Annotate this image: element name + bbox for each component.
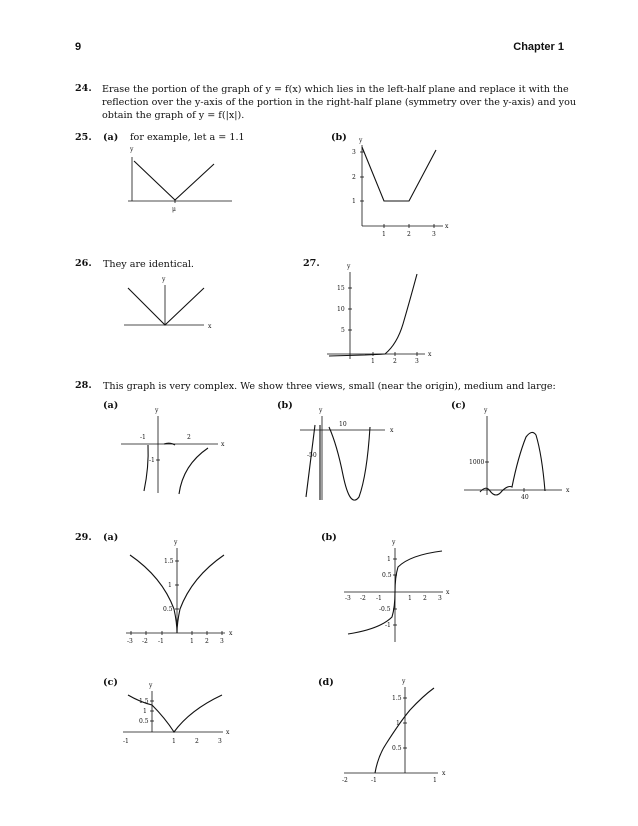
x-tick-label: 3 <box>220 638 224 645</box>
y-axis-label: y <box>162 276 166 283</box>
problem-24-text: Erase the portion of the graph of y = f(x) which lies in the left-half plane and replace it with the reflection over the y-axis of the portion in the right-half plane (symmetry over the y-axis) and you obtain the graph of y = f(|x|). <box>102 84 577 121</box>
x-tick-label: 3 <box>218 738 222 745</box>
graph-29d <box>338 676 453 788</box>
x-tick-label: 3 <box>415 358 419 365</box>
x-tick-label: -3 <box>127 638 133 645</box>
problem-25a-label: (a) <box>103 132 119 143</box>
y-tick-label: 0.5 <box>382 572 392 579</box>
problem-28b-label: (b) <box>277 400 293 411</box>
graph-27 <box>325 262 440 367</box>
y-tick-label: -50 <box>307 452 317 459</box>
x-tick-label: 1 <box>433 777 437 784</box>
curve <box>375 688 434 773</box>
x-tick-label: 2 <box>187 434 191 441</box>
problem-28-text: This graph is very complex. We show three views, small (near the origin), medium and large: <box>103 381 556 392</box>
x-tick-label: 10 <box>339 421 347 428</box>
x-tick-label: 1 <box>408 595 412 602</box>
problem-28a-label: (a) <box>103 400 119 411</box>
x-axis-label: x <box>208 323 212 330</box>
x-tick-label: -1 <box>371 777 377 784</box>
x-tick-label: -2 <box>342 777 348 784</box>
problem-28-number: 28. <box>75 380 92 391</box>
x-tick-label: -1 <box>376 595 382 602</box>
problem-28c-label: (c) <box>451 400 466 411</box>
y-tick-label: 1 <box>396 720 400 727</box>
y-tick-label: 1.5 <box>164 558 174 565</box>
curve <box>362 147 436 201</box>
graph-25b <box>345 135 455 245</box>
problem-29a-label: (a) <box>103 532 119 543</box>
x-axis-label: x <box>445 223 449 230</box>
x-tick-label: 1 <box>382 231 386 238</box>
problem-27-number: 27. <box>303 258 320 269</box>
x-tick-label: 1 <box>190 638 194 645</box>
x-tick-label: 3 <box>432 231 436 238</box>
curve <box>480 432 545 495</box>
y-tick-label: 0.5 <box>392 745 402 752</box>
x-axis-label: x <box>446 589 450 596</box>
x-axis-label: x <box>566 487 570 494</box>
graph-29a <box>122 537 237 652</box>
y-axis-label: y <box>347 263 351 270</box>
problem-25a-text: for example, let a = 1.1 <box>130 132 245 143</box>
chapter-title: Chapter 1 <box>513 41 564 53</box>
x-tick-label: 2 <box>423 595 427 602</box>
y-tick-label: 1 <box>387 556 391 563</box>
y-axis-label: y <box>484 407 488 414</box>
x-tick-label: -1 <box>140 434 146 441</box>
y-tick-label: 1 <box>352 198 356 205</box>
x-tick-label: -2 <box>360 595 366 602</box>
y-tick-label: 0.5 <box>139 718 149 725</box>
y-tick-label: 1 <box>143 708 147 715</box>
y-tick-label: 15 <box>337 285 345 292</box>
y-tick-label: 10 <box>337 306 345 313</box>
y-axis-label: y <box>149 682 153 689</box>
curve-branch-1 <box>306 425 315 497</box>
y-tick-label: 0.5 <box>163 606 173 613</box>
x-tick-label: -2 <box>142 638 148 645</box>
x-tick-label: μ <box>172 206 176 213</box>
graph-28a <box>118 405 228 500</box>
y-tick-label: 1.5 <box>392 695 402 702</box>
y-axis-label: y <box>174 539 178 546</box>
problem-25-number: 25. <box>75 132 92 143</box>
problem-29-number: 29. <box>75 532 92 543</box>
x-axis-label: x <box>226 729 230 736</box>
x-axis-label: x <box>428 351 432 358</box>
page-number: 9 <box>75 41 82 53</box>
curve-branch-3 <box>329 427 370 500</box>
x-tick-label: 2 <box>195 738 199 745</box>
x-tick-label: 1 <box>172 738 176 745</box>
y-tick-label: 5 <box>341 327 345 334</box>
problem-24-number: 24. <box>75 83 92 94</box>
y-tick-label: 1.5 <box>139 698 149 705</box>
problem-29d-label: (d) <box>318 677 334 688</box>
x-axis-label: x <box>390 427 394 434</box>
curve <box>134 161 214 200</box>
y-axis-label: y <box>392 539 396 546</box>
x-tick-label: 2 <box>407 231 411 238</box>
y-tick-label: -0.5 <box>379 606 391 613</box>
y-axis-label: y <box>319 407 323 414</box>
x-tick-label: 40 <box>521 494 529 501</box>
y-axis-label: y <box>155 407 159 414</box>
x-tick-label: 1 <box>371 358 375 365</box>
x-tick-label: 2 <box>393 358 397 365</box>
y-tick-label: 1 <box>168 582 172 589</box>
curve <box>128 288 204 325</box>
curve-branch-1 <box>144 445 148 491</box>
problem-26-number: 26. <box>75 258 92 269</box>
x-tick-label: 2 <box>205 638 209 645</box>
x-tick-label: -3 <box>345 595 351 602</box>
x-axis-label: x <box>442 770 446 777</box>
problem-29c-label: (c) <box>103 677 118 688</box>
y-axis-label: y <box>130 146 134 153</box>
x-axis-label: x <box>221 441 225 448</box>
problem-25b-label: (b) <box>331 132 347 143</box>
y-tick-label: 1000 <box>469 459 485 466</box>
graph-29c <box>120 680 235 755</box>
graph-28b <box>295 405 405 505</box>
problem-26-text: They are identical. <box>103 259 194 270</box>
problem-29b-label: (b) <box>321 532 337 543</box>
y-tick-label: 2 <box>352 174 356 181</box>
y-axis-label: y <box>402 678 406 685</box>
graph-26 <box>120 275 230 335</box>
graph-25a <box>120 145 240 220</box>
graph-28c <box>462 405 577 505</box>
y-axis-label: y <box>359 137 363 144</box>
x-axis-label: x <box>229 630 233 637</box>
y-tick-label: 3 <box>352 149 356 156</box>
curve-branch-3 <box>179 448 208 494</box>
graph-29b <box>340 537 455 647</box>
x-tick-label: -1 <box>123 738 129 745</box>
x-tick-label: -1 <box>158 638 164 645</box>
y-tick-label: -1 <box>149 457 155 464</box>
y-tick-label: -1 <box>385 622 391 629</box>
x-tick-label: 3 <box>438 595 442 602</box>
